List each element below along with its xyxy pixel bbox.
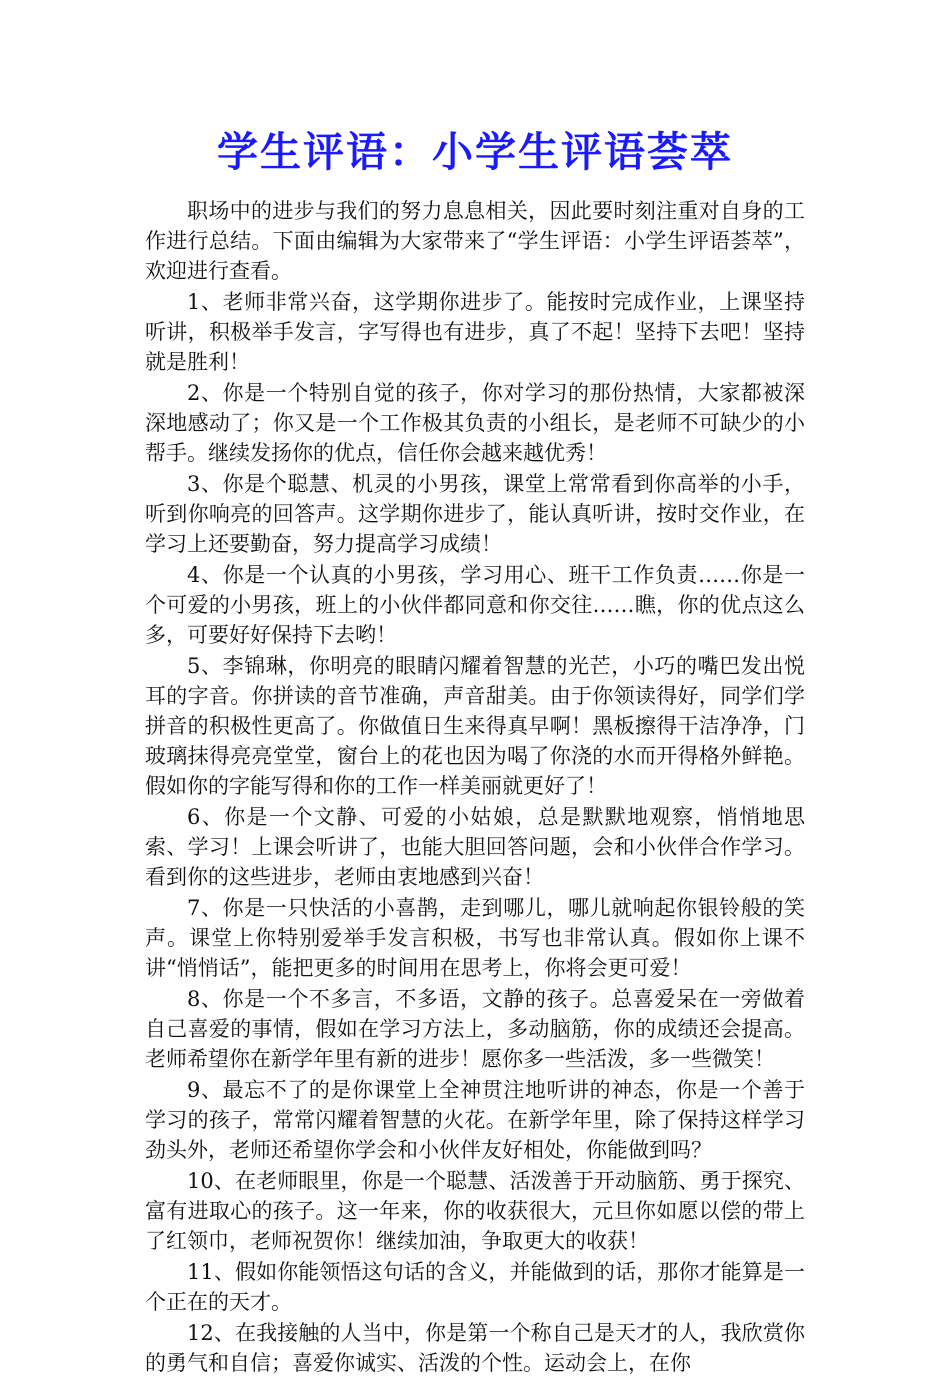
paragraph-comment-10: 10、在老师眼里，你是一个聪慧、活泼善于开动脑筋、勇于探究、富有进取心的孩子。这一年来，你的收获很大，元旦你如愿以偿的带上了红领巾，老师祝贺你！继续加油，争取更大的收获！ bbox=[145, 1169, 805, 1253]
paragraph-comment-3: 3、你是个聪慧、机灵的小男孩，课堂上常常看到你高举的小手，听到你响亮的回答声。这学期你进步了，能认真听讲，按时交作业，在学习上还要勤奋，努力提高学习成绩！ bbox=[145, 472, 805, 556]
paragraph-comment-9: 9、最忘不了的是你课堂上全神贯注地听讲的神态，你是一个善于学习的孩子，常常闪耀着智慧的火花。在新学年里，除了保持这样学习劲头外，老师还希望你学会和小伙伴友好相处，你能做到吗？ bbox=[145, 1078, 805, 1162]
paragraph-comment-1: 1、老师非常兴奋，这学期你进步了。能按时完成作业，上课坚持听讲，积极举手发言，字写得也有进步，真了不起！坚持下去吧！坚持就是胜利！ bbox=[145, 290, 805, 374]
document-title: 学生评语：小学生评语荟萃 bbox=[217, 128, 733, 176]
paragraph-intro: 职场中的进步与我们的努力息息相关，因此要时刻注重对自身的工作进行总结。下面由编辑为大家带来了“学生评语：小学生评语荟萃”，欢迎进行查看。 bbox=[145, 199, 805, 283]
paragraph-comment-4: 4、你是一个认真的小男孩，学习用心、班干工作负责……你是一个可爱的小男孩，班上的小伙伴都同意和你交往……瞧，你的优点这么多，可要好好保持下去哟！ bbox=[145, 563, 805, 647]
paragraph-comment-5: 5、李锦琳，你明亮的眼睛闪耀着智慧的光芒，小巧的嘴巴发出悦耳的字音。你拼读的音节准确，声音甜美。由于你领读得好，同学们学拼音的积极性更高了。你做值日生来得真早啊！黑板擦得干洁净净，门玻璃抹得亮亮堂堂，窗台上的花也因为喝了你浇的水而开得格外鲜艳。假如你的字能写得和你的工作一样美丽就更好了！ bbox=[145, 654, 805, 798]
paragraph-comment-8: 8、你是一个不多言，不多语，文静的孩子。总喜爱呆在一旁做着自己喜爱的事情，假如在学习方法上，多动脑筋，你的成绩还会提高。老师希望你在新学年里有新的进步！愿你多一些活泼，多一些微笑！ bbox=[145, 987, 805, 1071]
paragraph-comment-7: 7、你是一只快活的小喜鹊，走到哪儿，哪儿就响起你银铃般的笑声。课堂上你特别爱举手发言积极，书写也非常认真。假如你上课不讲“悄悄话”，能把更多的时间用在思考上，你将会更可爱！ bbox=[145, 896, 805, 980]
paragraph-comment-6: 6、你是一个文静、可爱的小姑娘，总是默默地观察，悄悄地思索、学习！上课会听讲了，也能大胆回答问题，会和小伙伴合作学习。看到你的这些进步，老师由衷地感到兴奋！ bbox=[145, 805, 805, 889]
paragraph-comment-11: 11、假如你能领悟这句话的含义，并能做到的话，那你才能算是一个正在的天才。 bbox=[145, 1260, 805, 1314]
document-body bbox=[145, 196, 805, 1379]
paragraph-comment-12: 12、在我接触的人当中，你是第一个称自己是天才的人，我欣赏你的勇气和自信；喜爱你诚实、活泼的个性。运动会上，在你 bbox=[145, 1321, 805, 1375]
paragraph-comment-2: 2、你是一个特别自觉的孩子，你对学习的那份热情，大家都被深深地感动了；你又是一个工作极其负责的小组长，是老师不可缺少的小帮手。继续发扬你的优点，信任你会越来越优秀！ bbox=[145, 381, 805, 465]
